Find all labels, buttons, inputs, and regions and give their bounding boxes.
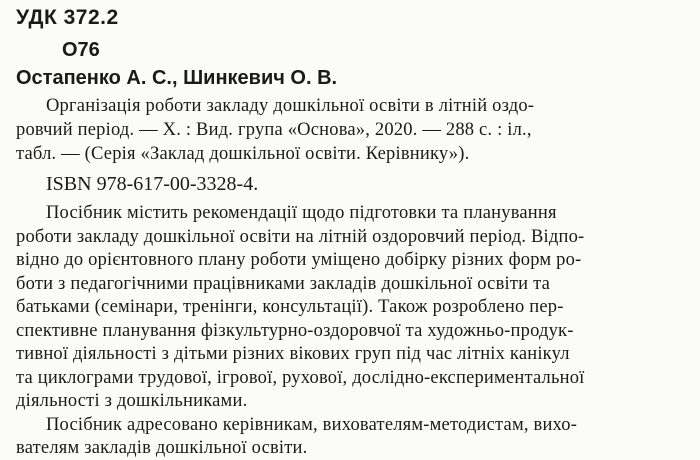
isbn: ISBN 978-617-00-3328-4.	[46, 173, 259, 195]
audience-line: Посібник адресовано керівникам, вихователям-методистам, вихо-	[46, 414, 578, 435]
abstract-line: батьками (семінари, тренінги, консультації). Також розроблено пер-	[16, 297, 564, 317]
bibliography-line: ровчий період. — Х. : Вид. група «Основа», 2020. — 288 с. : іл.,	[16, 120, 532, 140]
authors-heading: Остапенко А. С., Шинкевич О. В.	[16, 67, 338, 89]
abstract-line: роботи закладу дошкільної освіти на літній оздоровчий період. Відпо-	[16, 226, 585, 247]
audience-line: вателям закладів дошкільної освіти.	[16, 438, 308, 458]
author-mark: О76	[62, 39, 100, 61]
bibliography-line: табл. — (Серія «Заклад дошкільної освіти. Керівнику»).	[16, 144, 470, 164]
abstract-line: відно до орієнтовного плану роботи уміщено добірку різних форм ро-	[16, 250, 582, 270]
udk-code: УДК 372.2	[16, 6, 119, 29]
abstract-line: тивної діяльності з дітьми різних вікових груп під час літніх канікул	[16, 344, 570, 364]
abstract-line: діяльності з дошкільниками.	[16, 391, 248, 411]
abstract-line: Посібник містить рекомендації щодо підготовки та планування	[46, 203, 557, 223]
bibliography-line: Організація роботи закладу дошкільної освіти в літній оздо-	[46, 96, 535, 116]
abstract-line: боти з педагогічними працівниками закладів дошкільної освіти та	[16, 273, 550, 294]
abstract-line: спективне планування фізкультурно-оздоровчої та художньо-продук-	[16, 320, 574, 341]
abstract-line: та циклограми трудової, ігрової, рухової, дослідно-експериментальної	[16, 367, 585, 388]
